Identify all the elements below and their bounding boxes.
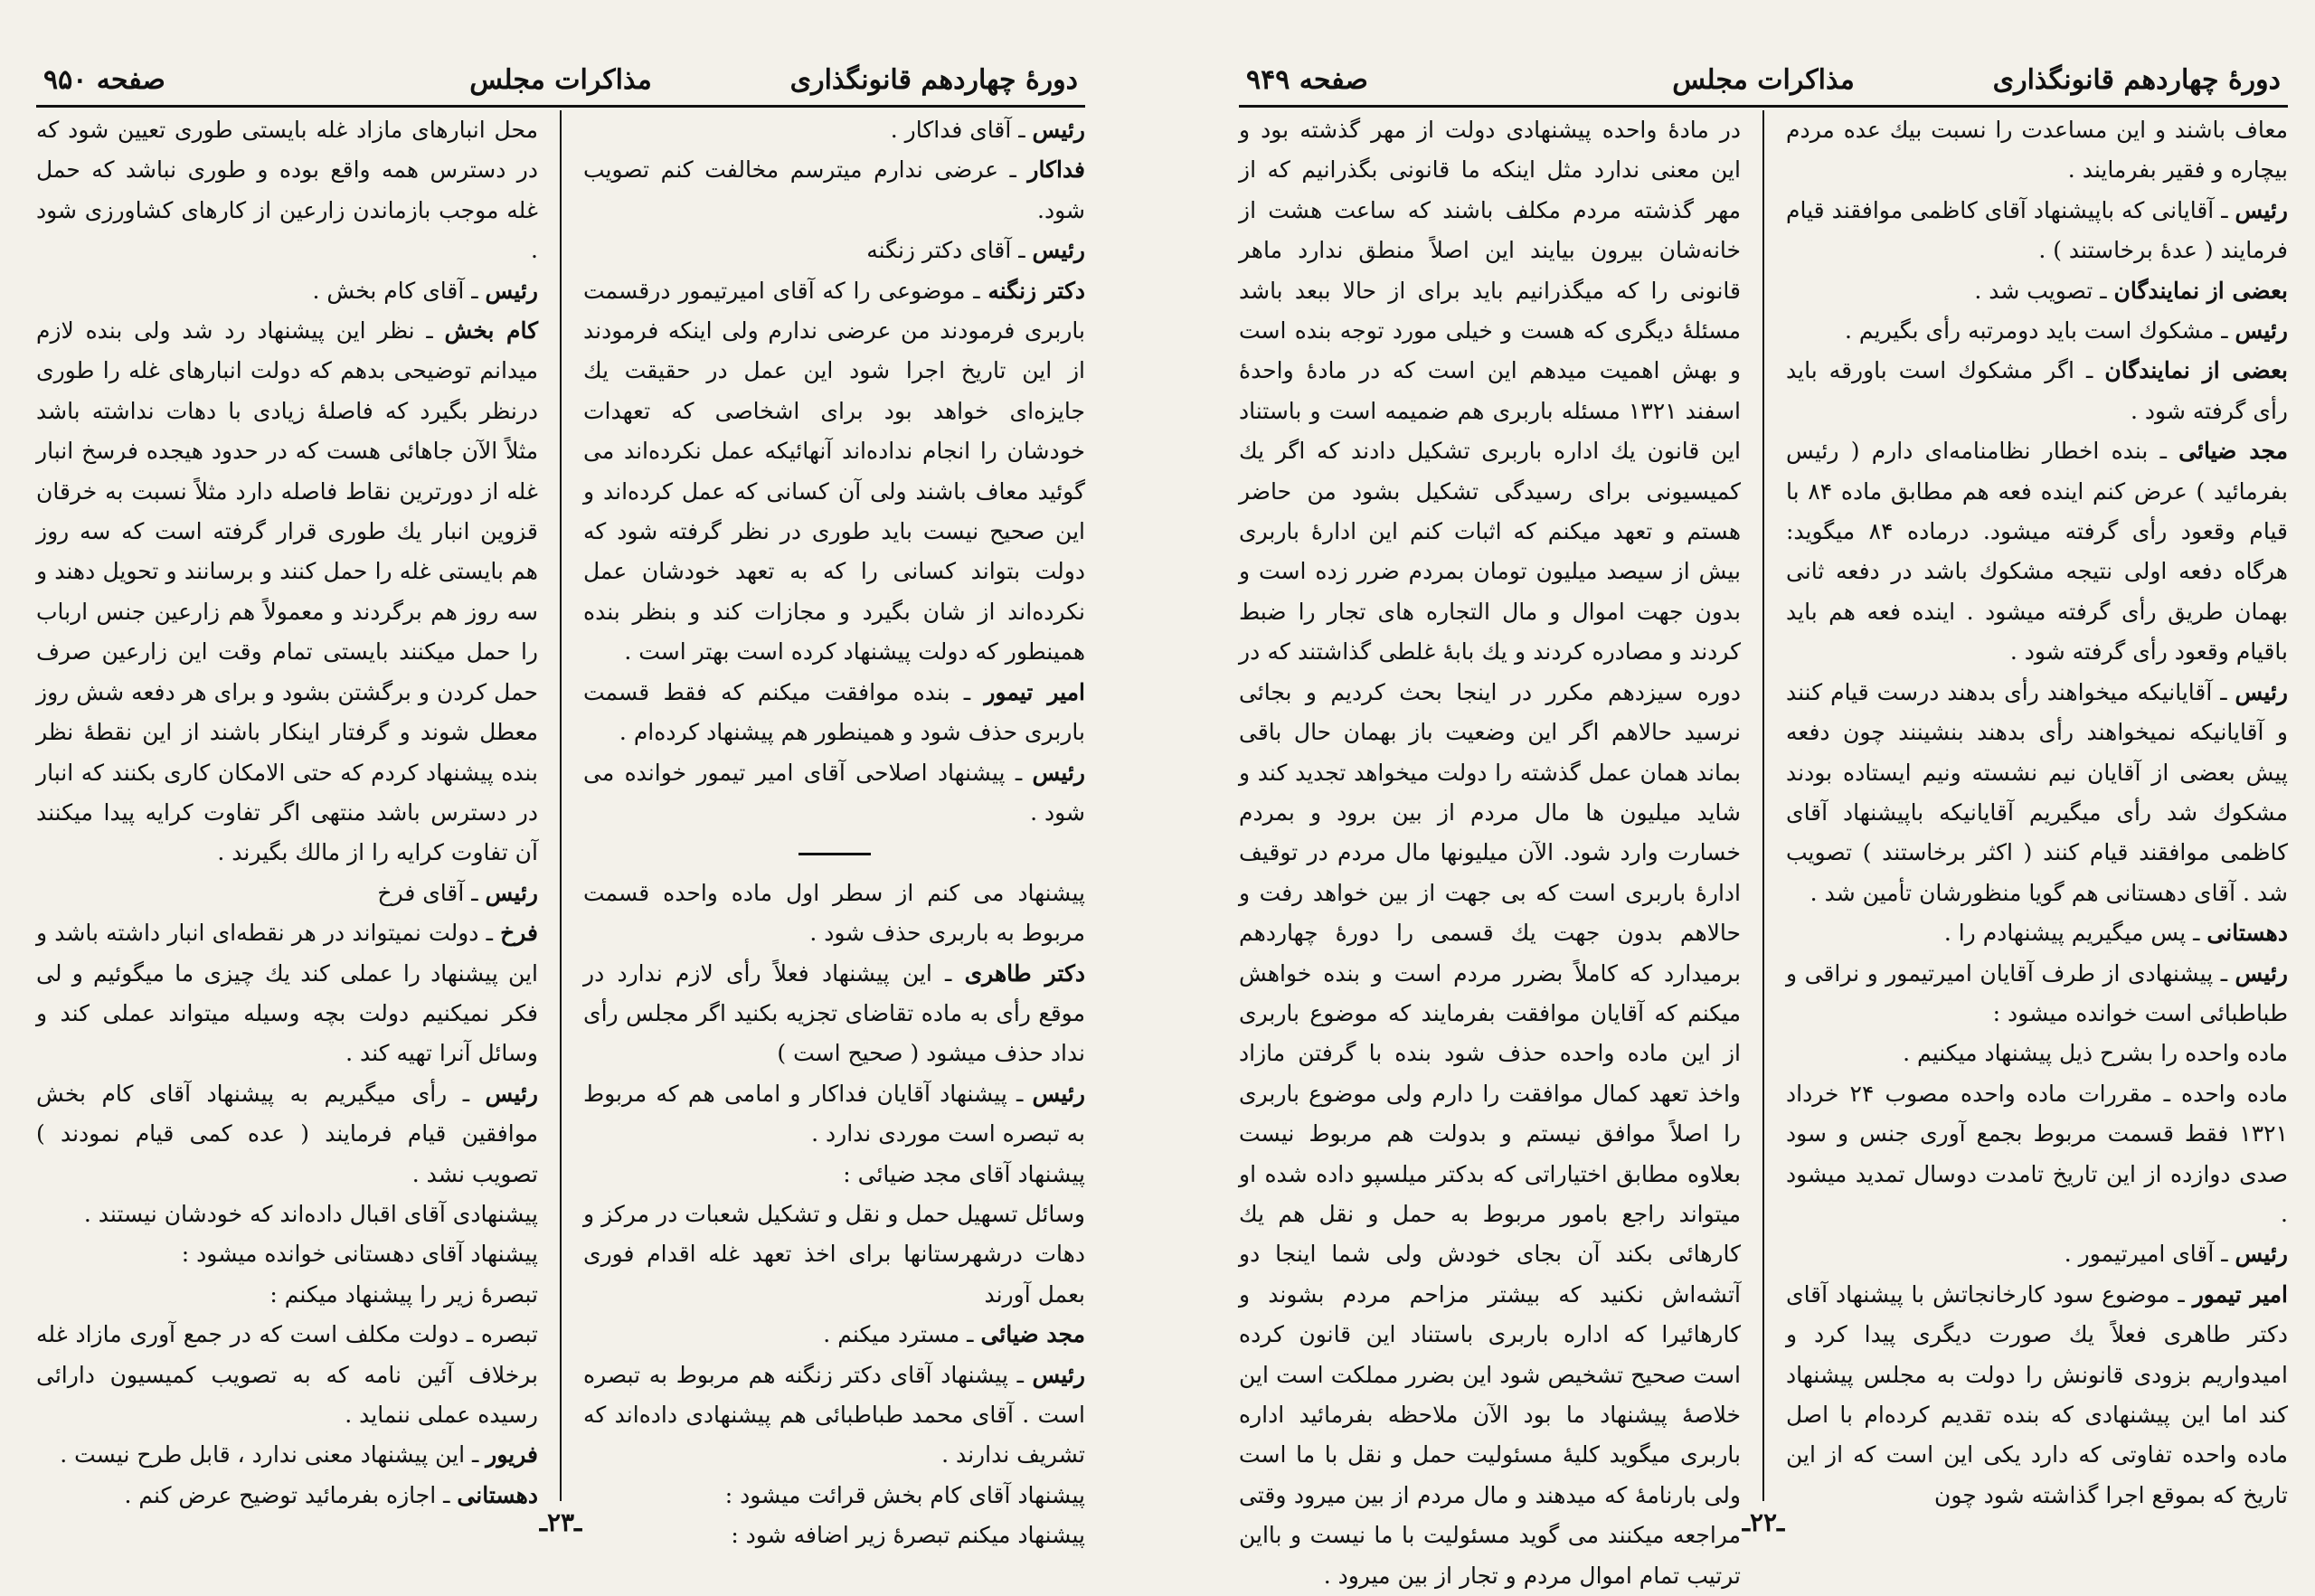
paragraph <box>36 1074 538 1195</box>
left-page-column-left <box>36 110 538 1516</box>
paragraph-text: ـ پیشنهادی از طرف آقایان امیرتیمور و نراقی و طباطبائی است خوانده میشود : <box>1786 959 2288 1026</box>
paragraph-text: ـ پس میگیریم پیشنهادم را . <box>1943 920 2207 947</box>
paragraph-text: پیشنهاد آقای مجد ضیائی : <box>843 1160 1085 1187</box>
paragraph-text: ـ اگر مشکوك است باورقه باید رأی گرفته شود . <box>1786 357 2288 424</box>
paragraph <box>583 1074 1085 1155</box>
paragraph-text: ـ تصویب شد . <box>1974 277 2114 304</box>
paragraph <box>1786 913 2288 953</box>
paragraph <box>1786 431 2288 672</box>
speaker-name: رئیس <box>2235 317 2288 345</box>
speaker-name: رئیس <box>2235 678 2288 705</box>
speaker-name: امیر تیمور <box>2192 1280 2288 1308</box>
paragraph <box>36 311 538 874</box>
paragraph-text: تبصرهٔ زیر را پیشنهاد میکنم : <box>269 1280 538 1308</box>
paragraph <box>36 913 538 1074</box>
left-page-header <box>36 54 1085 108</box>
paragraph-text: ـ اجازه بفرمائید توضیح عرض کنم . <box>124 1481 458 1508</box>
speaker-name: رئیس <box>1032 117 1085 143</box>
paragraph <box>1786 351 2288 431</box>
paragraph-text: ـ رأی میگیریم به پیشنهاد آقای کام بخش موافقین قیام فرمایند ( عده کمی قیام نمودند ) تصویب نشد . <box>36 1080 538 1187</box>
paragraph-text: پیشنهاد آقای دهستانی خوانده میشود : <box>181 1241 538 1268</box>
paragraph-text: ـ پیشنهاد اصلاحی آقای امیر تیمور خوانده می شود . <box>583 759 1085 826</box>
paragraph <box>583 1355 1085 1476</box>
speaker-name: بعضی از نمایندگان <box>2113 277 2288 304</box>
paragraph-text: ـ موضوع سود کارخانجاتش با پیشنهاد آقای دکتر طاهری فعلاً یك صورت دیگری پیدا کرد و امیدواریم بزودی قانونش را دولت به مجلس پیشنهاد کند اما این پیشنهادی که بنده تقدیم کرده‌ام با اصل ماده واحده تفاوتی که دارد یکی این است که از این تاریخ که بموقع اجرا گذاشته شود چون <box>1786 1280 2288 1508</box>
paragraph <box>583 110 1085 150</box>
right-page <box>1239 36 2289 1589</box>
paragraph <box>1786 110 2288 191</box>
speaker-name: بعضی از نمایندگان <box>2104 357 2289 384</box>
paragraph <box>583 1155 1085 1195</box>
speaker-name: رئیس <box>485 879 538 906</box>
speaker-name: فریور <box>486 1441 538 1469</box>
speaker-name: رئیس <box>2235 196 2288 223</box>
left-page <box>36 36 1085 1555</box>
column-divider <box>1762 110 1764 1501</box>
separator-line <box>583 833 1085 873</box>
right-page-number: ـ۲۲ـ <box>1742 1507 1785 1537</box>
paragraph-text: ماده واحده ـ مقررات ماده واحده مصوب ۲۴ خرداد ۱۳۲۱ فقط قسمت مربوط بجمع آوری جنس و سود صدی دوازده از این تاریخ تامدت دوسال تمدید میشود . <box>1786 1080 2288 1227</box>
paragraph <box>583 1315 1085 1355</box>
speaker-name: دهستانی <box>457 1481 538 1508</box>
speaker-name: رئیس <box>1032 759 1085 786</box>
paragraph-text: ـ بنده موافقت میکنم که فقط قسمت باربری حذف شود و همینطور هم پیشنهاد کرده‌ام . <box>583 678 1085 746</box>
paragraph-text: وسائل تسهیل حمل و نقل و تشکیل شعبات در مرکز و دهات درشهرستانها برای اخذ تعهد غله اقدام فوری بعمل آورند <box>583 1200 1085 1308</box>
paragraph-text: ـ این پیشنهاد معنی ندارد ، قابل طرح نیست . <box>60 1441 487 1469</box>
paragraph-text: ـ این پیشنهاد فعلاً رأی لازم ندارد در موقع رأی به ماده تقاضای تجزیه بکنید اگر مجلس رأی نداد حذف میشود ( صحیح است ) <box>583 959 1085 1067</box>
paragraph-text: ـ نظر این پیشنهاد رد شد ولی بنده لازم میدانم توضیحی بدهم که دولت انبارهای غله را طوری درنظر بگیرد که فاصلهٔ زیادی با دهات نداشته باشد مثلاً الآن جاهائی هست که در حدود هیجده فرسخ انبار غله از دورترین نقاط فاصله دارد مثلاً نسبت به خرقان قزوین انبار یك طوری قرار گرفته است که سه روز هم بایستی غله را حمل کنند و برسانند و تحویل دهند و سه روز هم برگردند و معمولاً هم زارعین جنس ارباب را حمل میکنند بایستی تمام وقت این زارعین صرف حمل کردن و برگشتن بشود و برای هر دفعه شش روز معطل شوند و گرفتار اینکار باشند از این نقطهٔ نظر بنده پیشنهاد کردم که حتی الامکان کاری بکنند که انبار در دسترس باشد منتهی اگر تفاوت کرایه پیدا میکنند آن تفاوت کرایه را از مالك بگیرند . <box>36 317 538 866</box>
paragraph-text: محل انبارهای مازاد غله بایستی طوری تعیین شود که در دسترس همه واقع بوده و طوری نباشد که حمل غله موجب بازماندن زارعین از کارهای کشاورزی شود . <box>36 117 538 264</box>
paragraph-text: ـ مسترد میکنم . <box>823 1321 981 1348</box>
left-header-session: دورهٔ چهاردهم قانونگذاری <box>789 63 1078 96</box>
paragraph <box>1786 191 2288 271</box>
column-divider <box>560 110 562 1501</box>
speaker-name: رئیس <box>1032 237 1085 264</box>
paragraph-text: ـ آقای امیرتیمور . <box>2064 1241 2235 1268</box>
paragraph-text: پیشنهاد آقای کام بخش قرائت میشود : <box>724 1481 1085 1508</box>
paragraph <box>1786 1074 2288 1235</box>
paragraph <box>583 271 1085 673</box>
speaker-name: کام بخش <box>444 317 539 345</box>
paragraph-text: ماده واحده را بشرح ذیل پیشنهاد میکنیم . <box>1903 1040 2288 1067</box>
speaker-name: مجد ضیائی <box>980 1321 1085 1348</box>
paragraph-text: تبصره ـ دولت مکلف است که در جمع آوری مازاد غله برخلاف آئین نامه که به تصویب کمیسیون دارائی رسیده عملی ننماید . <box>36 1321 538 1428</box>
speaker-name: فرخ <box>500 920 538 947</box>
paragraph-text: ـ آقای فرخ <box>377 879 486 906</box>
paragraph-text: ـ موضوعی را که آقای امیرتیمور درقسمت باربری فرمودند من عرضی ندارم ولی اینکه فرمودند از این تاریخ اجرا شود این عمل در حقیقت یك جایزه‌ای خواهد بود برای اشخاصی که تعهدات خودشان را انجام نداده‌اند آنهائیکه عمل نکرده‌اند می گوئید معاف باشند ولی آن کسانی که عمل کرده‌اند و این صحیح نیست باید طوری در نظر گرفته شود که دولت بتواند کسانی را که به تعهد خودشان عمل نکرده‌اند از شان بگیرد و مجازات کند و بنظر بنده همینطور که دولت پیشنهاد کرده است بهتر است . <box>583 277 1085 666</box>
right-header-session: دورهٔ چهاردهم قانونگذاری <box>1992 63 2281 96</box>
speaker-name: دکتر طاهری <box>964 959 1086 987</box>
paragraph <box>1786 271 2288 311</box>
speaker-name: رئیس <box>2235 959 2288 987</box>
speaker-name: رئیس <box>485 1080 538 1107</box>
left-page-number: ـ۲۳ـ <box>539 1507 582 1537</box>
paragraph <box>583 150 1085 231</box>
paragraph-text: در مادهٔ واحده پیشنهادی دولت از مهر گذشته بود و این معنی ندارد مثل اینکه ما قانونی بگذرانیم که از مهر گذشته مردم مکلف باشند که ساعت هشت از خانه‌شان بیرون بیایند این اصلاً منطق ندارد ماهر قانونی را که میگذرانیم باید برای از حالا ببعد باشد مسئلهٔ دیگری که هست و خیلی مورد توجه بنده است و بهش اهمیت میدهم این است که در مادهٔ واحدهٔ اسفند ۱۳۲۱ مسئله باربری هم ضمیمه است و باستناد این قانون یك اداره باربری تشکیل دادند که اگر یك کمیسیونی برای رسیدگی تشکیل بشود من حاضر هستم و تعهد میکنم که اثبات کنم این ادارهٔ باربری بیش از سیصد میلیون تومان بمردم ضرر زده است و بدون جهت اموال و مال التجاره های تجار را ضبط کردند و مصادره کردند و یك بابهٔ غلطی گذاشتند که در دوره سیزدهم مکرر در اینجا بحث کردیم و بجائی نرسید حالاهم اگر این وضعیت باز بهمان حال باقی بماند همان عمل گذشته را دولت میخواهد تجدید کند و شاید میلیون ها مال مردم از بین برود و بمردم خسارت وارد شود. الآن میلیونها مال مردم در توقیف ادارهٔ باربری است که بی جهت از بین خواهد رفت و حالاهم بدون جهت یك قسمی را دورهٔ چهاردهم برمیدارد که کاملاً بضرر مردم است و بنده خواهش میکنم که آقایان موافقت بفرمایند که موضوع باربری از این ماده واحده حذف شود بنده با گرفتن مازاد واخذ تعهد کمال موافقت را دارم ولی موضوع باربری را اصلاً موافق نیستم و بدولت هم مربوط نیست بعلاوه مطابق اختیاراتی که بدکتر میلسپو داده شده او میتواند راجع بامور مربوط به حمل و نقل هم یك کارهائی بکند آن بجای خودش ولی شما اینجا دو آتشه‌اش نکنید که بیشتر مزاحم مردم بشوند و کارهائیرا که اداره باربری باستناد این قانون کرده است صحیح تشخیص شود این بضرر مملکت است این خلاصهٔ پیشنهاد ما بود الآن ملاحظه بفرمائید اداره باربری میگوید کلیهٔ مسئولیت حمل و نقل با ما است ولی بارنامهٔ که میدهند و مال مردم از بین میرود وقتی مراجعه میکنند می گوید مسئولیت با ما نیست و بااین ترتیب تمام اموال مردم و تجار از بین میرود . <box>1239 117 1741 1589</box>
paragraph <box>1786 673 2288 913</box>
left-header-page: صفحه ۹۵۰ <box>43 63 165 96</box>
speaker-name: رئیس <box>485 277 538 304</box>
paragraph <box>36 874 538 913</box>
paragraph-text: ـ مشکوك است باید دومرتبه رأی بگیریم . <box>1845 317 2235 345</box>
speaker-name: مجد ضیائی <box>2178 438 2288 465</box>
paragraph <box>36 1435 538 1475</box>
paragraph <box>583 673 1085 753</box>
speaker-name: فداکار <box>1027 156 1085 184</box>
right-header-title: مذاکرات مجلس <box>1672 63 1855 96</box>
speaker-name: رئیس <box>1032 1361 1085 1388</box>
paragraph-text: ـ عرضی ندارم میترسم مخالفت کنم تصویب شود. <box>583 156 1085 223</box>
right-page-header <box>1239 54 2288 108</box>
paragraph-text: پیشنهاد میکنم تبصرهٔ زیر اضافه شود : <box>731 1522 1085 1549</box>
paragraph <box>1786 1034 2288 1073</box>
left-page-column-right <box>583 110 1085 1556</box>
paragraph <box>36 1234 538 1274</box>
speaker-name: رئیس <box>2235 1241 2288 1268</box>
speaker-name: رئیس <box>1032 1080 1085 1107</box>
left-header-title: مذاکرات مجلس <box>469 63 652 96</box>
paragraph <box>1239 110 1741 1596</box>
paragraph-text: معاف باشند و این مساعدت را نسبت بیك عده مردم بیچاره و فقیر بفرمایند . <box>1786 117 2288 184</box>
paragraph-text: ـ آقای فداکار . <box>890 117 1033 143</box>
speaker-name: دکتر زنگنه <box>987 277 1085 304</box>
paragraph-text: ـ دولت نمیتواند در هر نقطه‌ای انبار داشته باشد و این پیشنهاد را عملی کند یك چیزی ما میگوئیم و لی فکر نمیکنیم دولت بچه وسیله میتواند عملی کند و وسائل آنرا تهیه کند . <box>36 920 538 1067</box>
paragraph <box>36 1275 538 1315</box>
speaker-name: دهستانی <box>2206 920 2288 947</box>
paragraph <box>583 1195 1085 1315</box>
paragraph-text: ـ آقایانی که باپیشنهاد آقای کاظمی موافقند قیام فرمایند ( عدهٔ برخاستند ) . <box>1786 196 2288 264</box>
paragraph <box>36 271 538 311</box>
paragraph <box>36 110 538 271</box>
paragraph <box>36 1315 538 1435</box>
right-page-column-left <box>1239 110 1741 1596</box>
paragraph <box>1786 1234 2288 1274</box>
paragraph <box>583 753 1085 834</box>
speaker-name: امیر تیمور <box>984 678 1085 705</box>
paragraph <box>1786 954 2288 1034</box>
paragraph-text: ـ پیشنهاد آقایان فداکار و امامی هم که مربوط به تبصره است موردی ندارد . <box>583 1080 1085 1147</box>
paragraph-text: ـ آقایانیکه میخواهند رأی بدهند درست قیام کنند و آقایانیکه نمیخواهند رأی بدهند بنشینند چون دفعه پیش بعضی از آقایان نیم نشسته ونیم ایستاده بودند مشکوك شد رأی میگیریم آقایانیکه باپیشنهاد آقای کاظمی موافقند قیام کنند ( اکثر برخاستند ) تصویب شد . آقای دهستانی هم گویا منظورشان تأمین شد . <box>1786 678 2288 906</box>
right-page-column-right <box>1786 110 2288 1516</box>
paragraph-text: پیشنهاد می کنم از سطر اول ماده واحده قسمت مربوط به باربری حذف شود . <box>583 879 1085 947</box>
paragraph <box>583 231 1085 270</box>
paragraph <box>583 874 1085 954</box>
paragraph <box>36 1195 538 1234</box>
right-header-page: صفحه ۹۴۹ <box>1246 63 1368 96</box>
paragraph <box>583 954 1085 1074</box>
paragraph-text: ـ بنده اخطار نظامنامه‌ای دارم ( رئیس بفرمائید ) عرض کنم اینده فعه هم مطابق ماده ۸۴ با قیام وقعود رأی گرفته میشود. درماده ۸۴ میگوید: هرگاه دفعه اولی نتیجه مشکوك باشد در دفعه ثانی بهمان طریق رأی گرفته میشود . اینده فعه هم باید باقیام وقعود رأی گرفته شود . <box>1786 438 2289 666</box>
paragraph <box>1786 311 2288 351</box>
paragraph-text: ـ آقای دکتر زنگنه <box>866 237 1033 264</box>
paragraph-text: پیشنهادی آقای اقبال داده‌اند که خودشان نیستند . <box>83 1200 538 1227</box>
paragraph-text: ـ پیشنهاد آقای دکتر زنگنه هم مربوط به تبصره است . آقای محمد طباطبائی هم پیشنهادی داده‌اند که تشریف ندارند . <box>583 1361 1085 1469</box>
paragraph <box>1786 1275 2288 1516</box>
paragraph-text: ـ آقای کام بخش . <box>312 277 486 304</box>
